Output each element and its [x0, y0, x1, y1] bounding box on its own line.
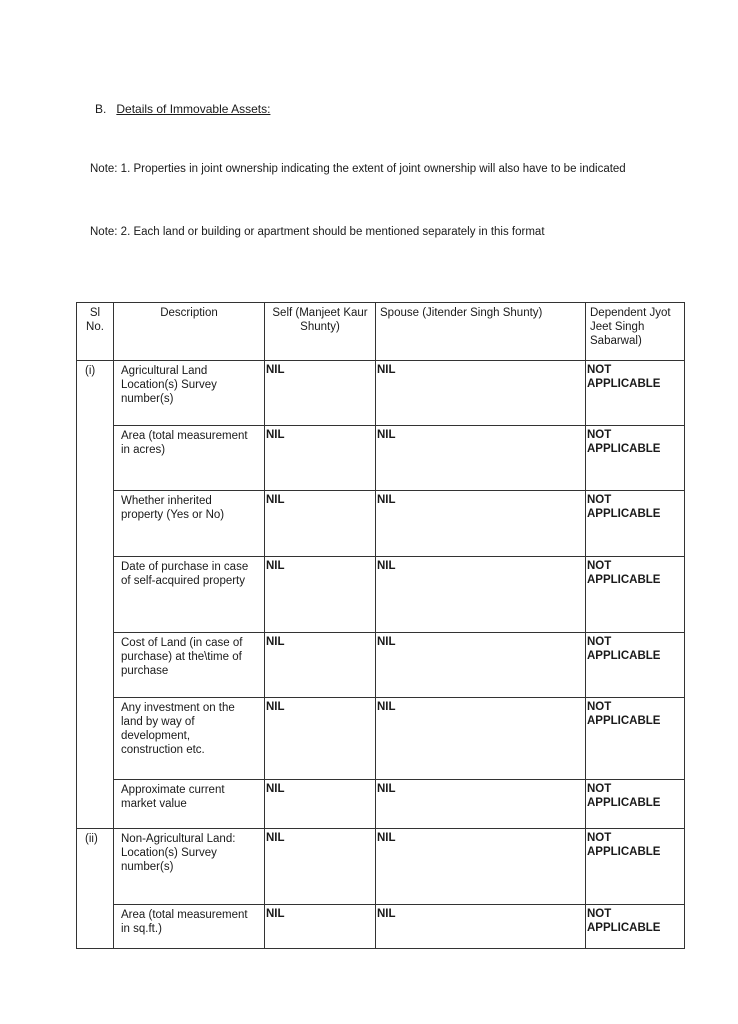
- table-row: [77, 780, 685, 829]
- dependent-value: NOT APPLICABLE: [586, 780, 685, 829]
- description-cell: Any investment on the land by way of development, construction etc.: [114, 698, 265, 780]
- header-description: Description: [114, 303, 265, 361]
- dependent-value: NOT APPLICABLE: [586, 361, 685, 426]
- description-cell: Area (total measurement in acres): [114, 426, 265, 491]
- section-letter: B.: [95, 102, 107, 116]
- table-header-row: [77, 303, 685, 361]
- spouse-value: NIL: [376, 905, 586, 949]
- dependent-value: NOT APPLICABLE: [586, 698, 685, 780]
- description-cell: Non-Agricultural Land: Location(s) Survey number(s): [114, 829, 265, 905]
- dependent-value: NOT APPLICABLE: [586, 426, 685, 491]
- spouse-value: NIL: [376, 698, 586, 780]
- immovable-assets-table-wrapper: [76, 302, 684, 949]
- self-value: NIL: [265, 698, 376, 780]
- table-row: [77, 426, 685, 491]
- section-heading: [95, 102, 270, 116]
- self-value: NIL: [265, 361, 376, 426]
- spouse-value: NIL: [376, 557, 586, 633]
- section-title: Details of Immovable Assets:: [116, 102, 271, 116]
- self-value: NIL: [265, 426, 376, 491]
- header-spouse: Spouse (Jitender Singh Shunty): [376, 303, 586, 361]
- table-row: [77, 491, 685, 557]
- description-cell: Area (total measurement in sq.ft.): [114, 905, 265, 949]
- header-dependent: Dependent Jyot Jeet Singh Sabarwal): [586, 303, 685, 361]
- table-row: [77, 557, 685, 633]
- sl-number: (ii): [77, 829, 114, 949]
- description-cell: Approximate current market value: [114, 780, 265, 829]
- self-value: NIL: [265, 905, 376, 949]
- spouse-value: NIL: [376, 829, 586, 905]
- self-value: NIL: [265, 491, 376, 557]
- spouse-value: NIL: [376, 491, 586, 557]
- description-cell: Cost of Land (in case of purchase) at the\time of purchase: [114, 633, 265, 698]
- note-1: Note: 1. Properties in joint ownership indicating the extent of joint ownership will also have to be indicated: [90, 163, 626, 175]
- spouse-value: NIL: [376, 780, 586, 829]
- self-value: NIL: [265, 829, 376, 905]
- self-value: NIL: [265, 557, 376, 633]
- sl-number: (i): [77, 361, 114, 829]
- spouse-value: NIL: [376, 361, 586, 426]
- note-2: Note: 2. Each land or building or apartment should be mentioned separately in this format: [90, 226, 545, 238]
- table-row: [77, 698, 685, 780]
- description-cell: Date of purchase in case of self-acquired property: [114, 557, 265, 633]
- header-sl-no: Sl No.: [77, 303, 114, 361]
- table-row: [77, 361, 685, 426]
- self-value: NIL: [265, 633, 376, 698]
- immovable-assets-table: [76, 302, 685, 949]
- spouse-value: NIL: [376, 426, 586, 491]
- spouse-value: NIL: [376, 633, 586, 698]
- table-row: [77, 905, 685, 949]
- table-row: [77, 633, 685, 698]
- self-value: NIL: [265, 780, 376, 829]
- dependent-value: NOT APPLICABLE: [586, 557, 685, 633]
- dependent-value: NOT APPLICABLE: [586, 829, 685, 905]
- description-cell: Agricultural Land Location(s) Survey number(s): [114, 361, 265, 426]
- description-cell: Whether inherited property (Yes or No): [114, 491, 265, 557]
- table-row: [77, 829, 685, 905]
- dependent-value: NOT APPLICABLE: [586, 491, 685, 557]
- header-self: Self (Manjeet Kaur Shunty): [265, 303, 376, 361]
- dependent-value: NOT APPLICABLE: [586, 633, 685, 698]
- dependent-value: NOT APPLICABLE: [586, 905, 685, 949]
